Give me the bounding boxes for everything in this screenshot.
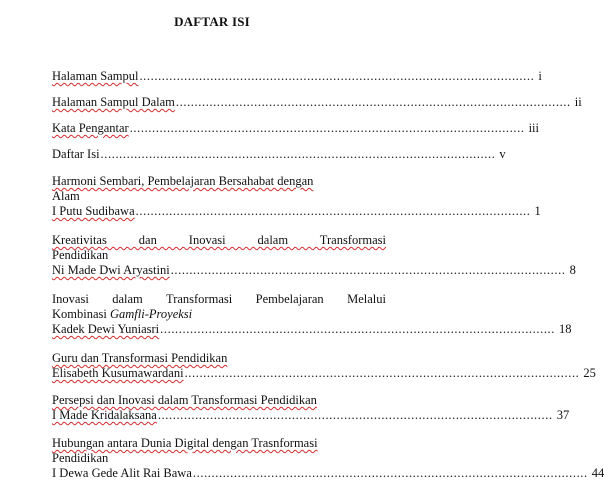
toc-page-number: 8	[569, 263, 576, 277]
toc-article-title: Kreativitas dan Inovasi dalam Transformasi	[52, 233, 386, 247]
toc-article-title-part: Kombinasi	[52, 307, 110, 321]
dot-leader: ..........................................................................................................	[175, 95, 571, 109]
toc-entry-article-6[interactable]	[52, 436, 604, 481]
toc-article-title-cont: Pendidikan	[52, 248, 109, 262]
toc-entry-article-4[interactable]	[52, 351, 596, 381]
toc-entry-article-3[interactable]	[52, 292, 572, 337]
toc-page-number: i	[538, 69, 542, 83]
toc-article-title: Guru dan Transformasi Pendidikan	[52, 351, 228, 365]
toc-article-title-cont	[52, 307, 386, 322]
toc-article-author: I Dewa Gede Alit Rai Bawa	[52, 466, 192, 480]
toc-article-author: I Made Kridalaksana	[52, 408, 157, 422]
toc-entry-label: Daftar Isi	[52, 147, 100, 161]
toc-page-number: 1	[534, 204, 541, 218]
toc-article-author: Elisabeth Kusumawardani	[52, 366, 184, 380]
toc-entry-daftar-isi[interactable]	[52, 147, 506, 162]
dot-leader: ..........................................................................................................	[184, 366, 580, 380]
toc-page-number: 44	[591, 466, 604, 480]
dot-leader: ..........................................................................................................	[170, 263, 566, 277]
toc-article-title-cont: Alam	[52, 189, 80, 203]
dot-leader: ..........................................................................................................	[100, 147, 496, 161]
dot-leader: ..........................................................................................................	[135, 204, 531, 218]
toc-entry-article-2[interactable]	[52, 233, 576, 278]
toc-entry-label: Kata Pengantar	[52, 121, 129, 135]
toc-article-title-cont: Pendidikan	[52, 451, 109, 465]
toc-page-number: v	[499, 147, 506, 161]
toc-article-author: I Putu Sudibawa	[52, 204, 135, 218]
toc-article-author: Ni Made Dwi Aryastini	[52, 263, 170, 277]
toc-entry-halaman-sampul[interactable]	[52, 69, 542, 84]
toc-article-title: Persepsi dan Inovasi dalam Transformasi Pendidikan	[52, 393, 317, 407]
toc-entry-halaman-sampul-dalam[interactable]	[52, 95, 582, 110]
toc-entry-kata-pengantar[interactable]	[52, 121, 539, 136]
dot-leader: ..........................................................................................................	[129, 121, 525, 135]
toc-article-title: Harmoni Sembari, Pembelajaran Bersahabat dengan	[52, 174, 314, 188]
toc-entry-article-1[interactable]	[52, 174, 541, 219]
toc-article-author: Kadek Dewi Yuniasri	[52, 322, 160, 336]
dot-leader: ..........................................................................................................	[139, 69, 535, 83]
toc-article-title: Inovasi dalam Transformasi Pembelajaran Melalui	[52, 292, 386, 306]
toc-article-title: Hubungan antara Dunia Digital dengan Trasnformasi	[52, 436, 318, 450]
dot-leader: ..........................................................................................................	[157, 408, 553, 422]
toc-entry-article-5[interactable]	[52, 393, 570, 423]
toc-page-number: 18	[559, 322, 572, 336]
toc-page-number: 37	[556, 408, 570, 422]
toc-page-number: ii	[574, 95, 582, 109]
toc-page-number: 25	[583, 366, 596, 380]
toc-entry-label: Halaman Sampul Dalam	[52, 95, 175, 109]
dot-leader: ..........................................................................................................	[160, 322, 556, 336]
toc-page-number: iii	[528, 121, 539, 135]
toc-entry-label: Halaman Sampul	[52, 69, 139, 83]
toc-article-title-italic: Gamfli-Proyeksi	[109, 307, 193, 321]
dot-leader: ..........................................................................................................	[192, 466, 588, 480]
page-title: DAFTAR ISI	[174, 14, 250, 29]
